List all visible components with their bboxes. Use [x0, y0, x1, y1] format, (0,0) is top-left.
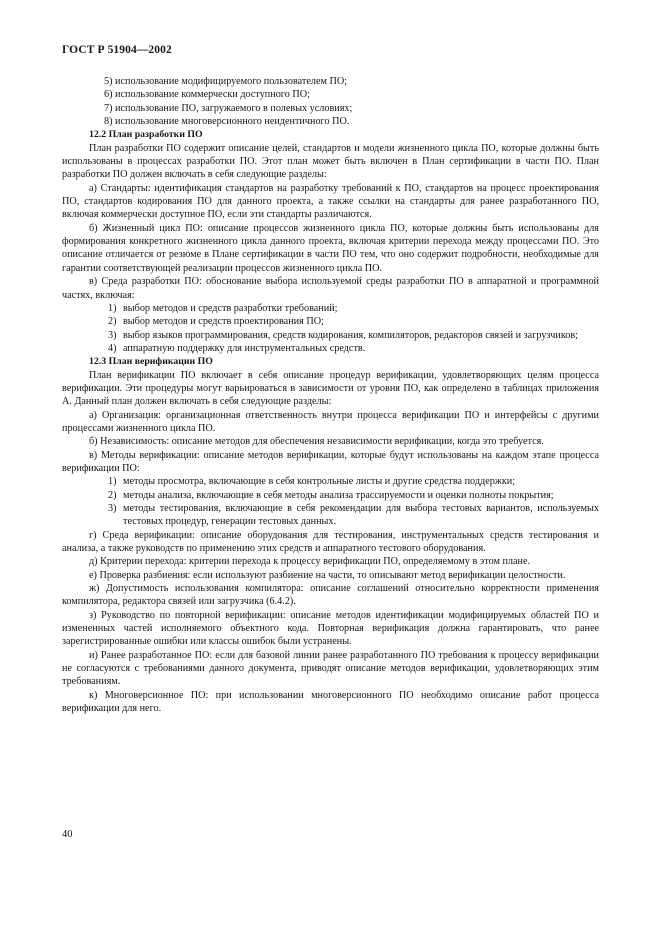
list-item: 2) выбор методов и средств проектирования ПО;: [108, 316, 324, 328]
paragraph: в) Методы верификации: описание методов верификации, которые будут использованы на каждом этапе процесса верификации ПО:: [62, 449, 599, 474]
section-heading: 12.2 План разработки ПО: [89, 129, 203, 141]
list-item: 1) выбор методов и средств разработки требований;: [108, 302, 338, 314]
paragraph: б) Независимость: описание методов для обеспечения независимости верификации, когда это требуется.: [89, 436, 544, 448]
list-item: 5) использование модифицируемого пользователем ПО;: [104, 76, 348, 87]
paragraph: а) Стандарты: идентификация стандартов на разработку требований к ПО, стандартов на процесс проектирования ПО, стандартов кодирования ПО для данного проекта, а также ссылки на стандарты для ранее разработанного ПО, включая коммерчески доступное ПО, если эти стандарты различаются.: [62, 182, 599, 221]
list-item: 2) методы анализа, включающие в себя методы анализа трассируемости и оценки полноты покрытия;: [108, 489, 554, 501]
paragraph: в) Среда разработки ПО: обоснование выбора используемой среды разработки ПО в аппаратной и программной частях, включая:: [62, 276, 599, 301]
page-number: 40: [62, 829, 73, 840]
paragraph: е) Проверка разбиения: если используют разбиение на части, то описывают метод верификации целостности.: [89, 569, 566, 581]
list-item: 3) методы тестирования, включающие в себя рекомендации для выбора тестовых вариантов, используемых тестовых процедур, генерации тестовых данных.: [108, 503, 599, 528]
paragraph: д) Критерии перехода: критерии перехода к процессу верификации ПО, определяемому в этом плане.: [89, 556, 531, 568]
paragraph: и) Ранее разработанное ПО: если для базовой линии ранее разработанного ПО требования к процессу верификации не согласуются с требованиями данного документа, приводят описание методов верификации, удовлетворяющих этим требованиям.: [62, 649, 599, 688]
paragraph: г) Среда верификации: описание оборудования для тестирования, инструментальных средств тестирования и анализа, а также руководств по применению этих средств и аппаратного тестового оборудования.: [62, 529, 599, 555]
list-item: 4) аппаратную поддержку для инструментальных средств.: [108, 342, 366, 354]
paragraph: План разработки ПО содержит описание целей, стандартов и модели жизненного цикла ПО, которые должны быть использованы в процессах разработки ПО. Этот план может быть включен в План сертификации в части ПО. План разработки ПО должен включать в себя следующие разделы:: [62, 142, 599, 181]
list-item: 7) использование ПО, загружаемого в полевых условиях;: [104, 102, 353, 114]
document-body: [62, 75, 599, 716]
paragraph: з) Руководство по повторной верификации: описание методов идентификации модифицируемых областей ПО и измененных частей исполняемого объектного кода. Повторная верификация должна гарантировать, что ранее зарегистрированные ошибки или классы ошибок были устранены.: [62, 609, 599, 648]
list-item: 6) использование коммерчески доступного ПО;: [104, 89, 310, 101]
paragraph: а) Организация: организационная ответственность внутри процесса верификации ПО и интерфейсы с другими процессами жизненного цикла ПО.: [62, 409, 599, 434]
list-item: 8) использование многоверсионного неидентичного ПО.: [104, 116, 350, 128]
paragraph: к) Многоверсионное ПО: при использовании многоверсионного ПО необходимо описание работ процесса верификации для него.: [62, 689, 599, 715]
paragraph: ж) Допустимость использования компилятора: описание соглашений относительно корректности применения компилятора, редактора связей или загрузчика (6.4.2).: [62, 583, 599, 608]
list-item: 1) методы просмотра, включающие в себя контрольные листы и другие средства поддержки;: [108, 476, 516, 488]
document-header: ГОСТ Р 51904—2002: [62, 44, 172, 56]
section-heading: 12.3 План верификации ПО: [89, 356, 213, 368]
paragraph: б) Жизненный цикл ПО: описание процессов жизненного цикла ПО, которые должны быть использованы для формирования конкретного жизненного цикла данного проекта, включая критерии перехода между процессами ПО. Это описание отличается от резюме в Плане сертификации в части ПО тем, что оно содержит подробности, необходимые для гарантии соответствующей реализации процессов жизненного цикла ПО.: [62, 222, 599, 274]
paragraph: План верификации ПО включает в себя описание процедур верификации, удовлетворяющих целям процесса верификации. Эти процедуры могут варьироваться в зависимости от уровня ПО, как определено в таблицах приложения А. Данный план должен включать в себя следующие разделы:: [62, 369, 599, 408]
list-item: 3) выбор языков программирования, средств кодирования, компиляторов, редакторов связей и загрузчиков;: [108, 329, 578, 341]
